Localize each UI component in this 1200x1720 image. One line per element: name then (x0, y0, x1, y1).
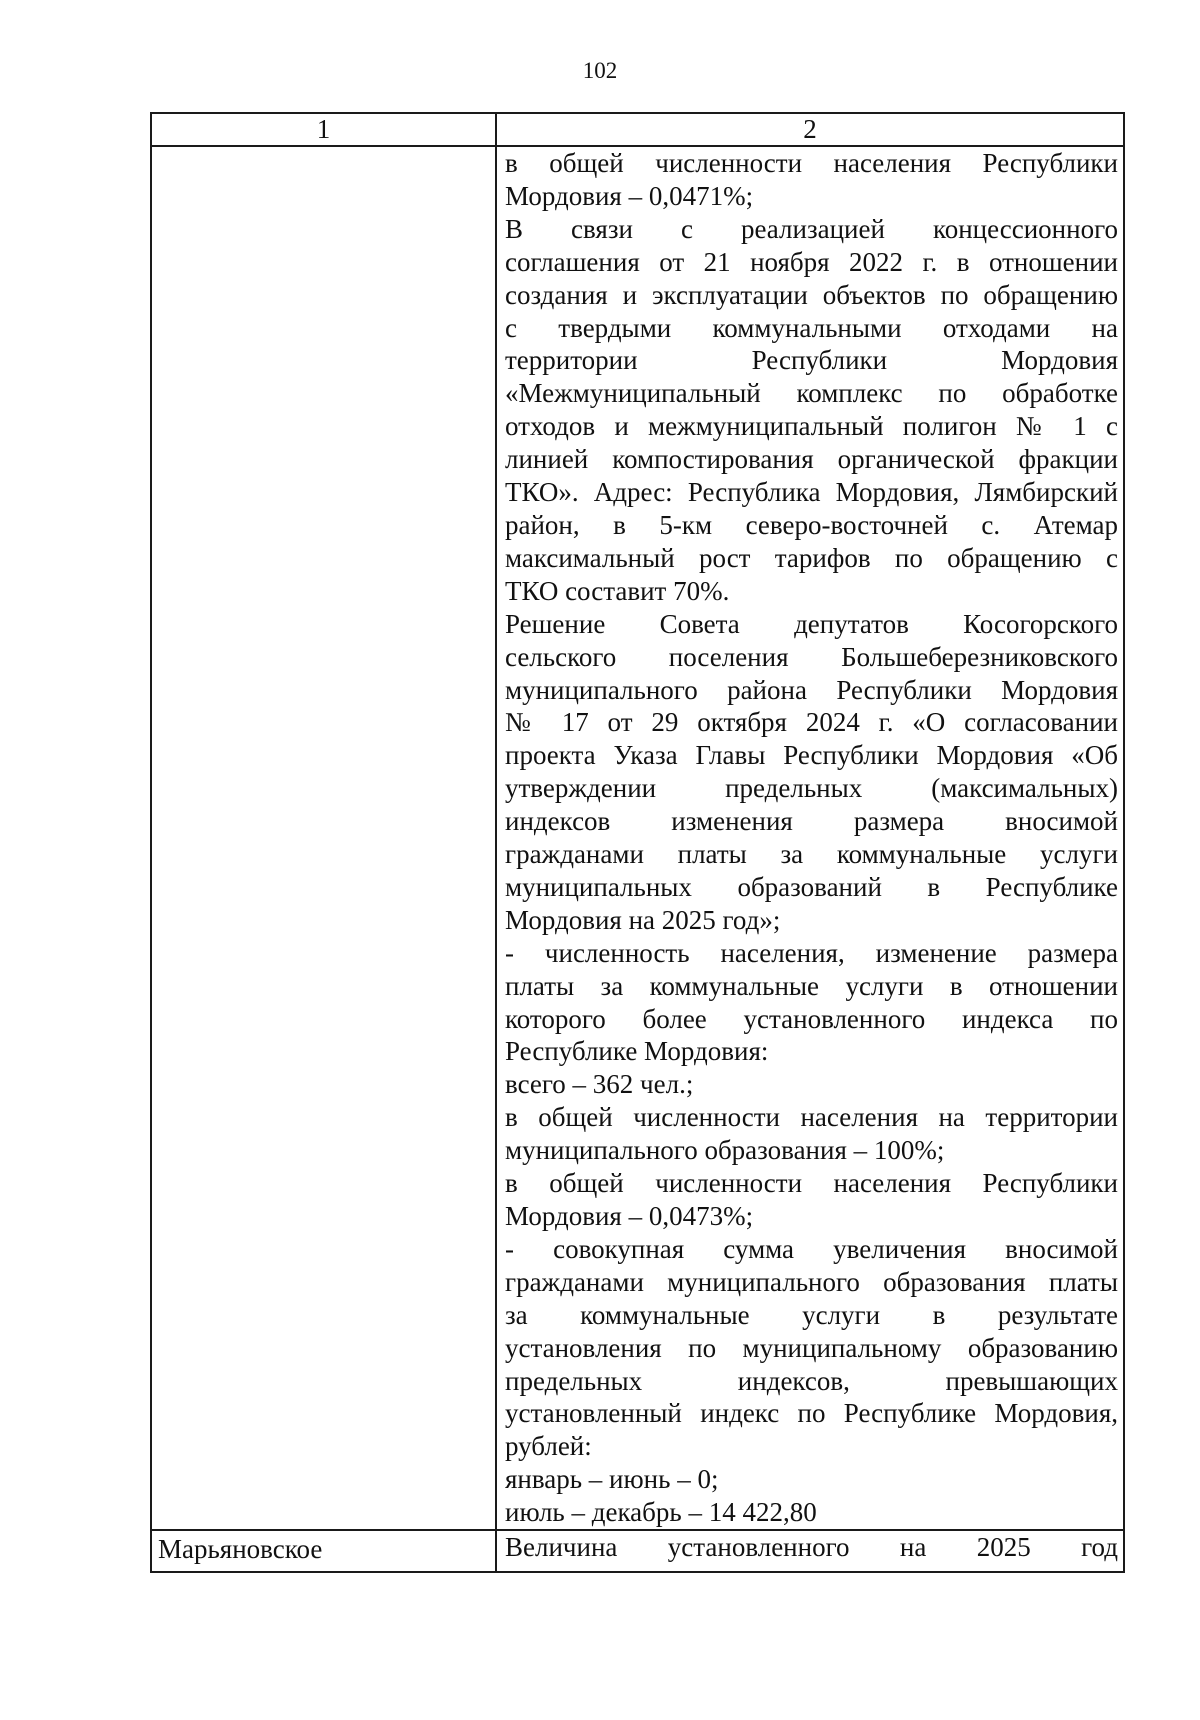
text-line: Решение Совета депутатов Косогорского (505, 608, 1118, 639)
text-line: территории Республики Мордовия (505, 345, 1118, 376)
text-line: предельных индексов, превышающих (505, 1365, 1118, 1396)
text-line: муниципального района Республики Мордовия (505, 674, 1118, 705)
row1-text (505, 147, 1118, 1529)
text-line: линией компостирования органической фракции (505, 444, 1118, 475)
header-col-1: 1 (151, 113, 496, 146)
row1-col1 (151, 146, 496, 1530)
table-row (151, 146, 1124, 1530)
document-table (150, 112, 1125, 1573)
text-line: проекта Указа Главы Республики Мордовия «Об (505, 740, 1118, 771)
table-header-row (151, 113, 1124, 146)
text-line: с твердыми коммунальными отходами на (505, 312, 1118, 343)
text-line: установленный индекс по Республике Мордовия, (505, 1398, 1118, 1429)
text-line: Мордовия на 2025 год»; (505, 904, 781, 935)
text-line: июль – декабрь – 14 422,80 (505, 1497, 817, 1528)
text-line: рублей: (505, 1431, 592, 1462)
text-line: Республике Мордовия: (505, 1036, 769, 1067)
text-line: гражданами муниципального образования платы (505, 1266, 1118, 1297)
text-line: в общей численности населения Республики (505, 148, 1118, 178)
row2-text: Величина установленного на 2025 год (505, 1532, 1118, 1563)
page-number: 102 (582, 58, 618, 83)
text-line: ТКО составит 70%. (505, 575, 730, 606)
text-line: соглашения от 21 ноября 2022 г. в отношении (505, 246, 1118, 277)
table-row (151, 1530, 1124, 1572)
text-line: которого более установленного индекса по (505, 1003, 1118, 1034)
text-line: В связи с реализацией концессионного (505, 213, 1118, 244)
text-line: за коммунальные услуги в результате (505, 1299, 1118, 1330)
row2-col1: Марьяновское (151, 1530, 496, 1572)
row1-col2 (496, 146, 1124, 1530)
text-line: в общей численности населения Республики (505, 1168, 1118, 1199)
text-line: муниципальных образований в Республике (505, 871, 1118, 902)
text-line: установления по муниципальному образованию (505, 1332, 1118, 1363)
text-line: создания и эксплуатации объектов по обращению (505, 279, 1118, 310)
text-line: район, в 5-км северо-восточней с. Атемар (505, 509, 1118, 540)
text-line: в общей численности населения на территории (505, 1102, 1118, 1133)
text-line: отходов и межмуниципальный полигон № 1 с (505, 411, 1118, 442)
text-line: № 17 от 29 октября 2024 г. «О согласовании (505, 707, 1118, 738)
text-line: Мордовия – 0,0473%; (505, 1201, 754, 1231)
text-line: сельского поселения Большеберезниковского (505, 641, 1118, 672)
text-line: «Межмуниципальный комплекс по обработке (505, 378, 1118, 409)
text-line: индексов изменения размера вносимой (505, 806, 1118, 837)
text-line: платы за коммунальные услуги в отношении (505, 970, 1118, 1001)
text-line: Мордовия – 0,0471%; (505, 180, 754, 211)
text-line: ТКО». Адрес: Республика Мордовия, Лямбирский (505, 477, 1118, 508)
row2-col2 (496, 1530, 1124, 1572)
text-line: всего – 362 чел.; (505, 1069, 694, 1100)
text-line: - совокупная сумма увеличения вносимой (505, 1233, 1118, 1264)
text-line: утверждении предельных (максимальных) (505, 773, 1118, 804)
header-col-2: 2 (496, 113, 1124, 146)
text-line: январь – июнь – 0; (505, 1464, 719, 1495)
text-line: муниципального образования – 100%; (505, 1135, 945, 1166)
text-line: максимальный рост тарифов по обращению с (505, 542, 1118, 573)
text-line: - численность населения, изменение размера (505, 937, 1118, 968)
text-line: гражданами платы за коммунальные услуги (505, 839, 1118, 870)
